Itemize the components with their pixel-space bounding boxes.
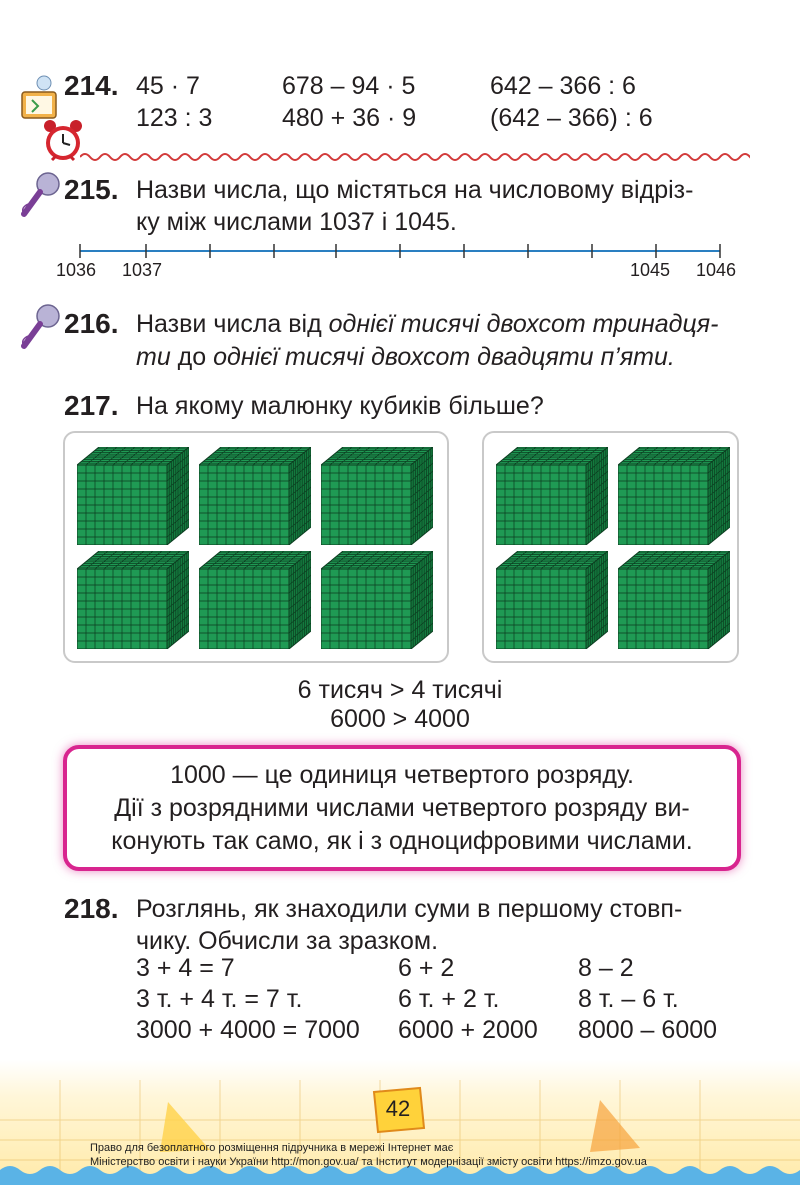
thousand-cube bbox=[321, 447, 433, 545]
exercise-number: 214. bbox=[64, 70, 119, 101]
exercise-number: 216. bbox=[64, 308, 119, 339]
book-icon bbox=[18, 74, 62, 124]
thousand-cube bbox=[199, 447, 311, 545]
right-cube-panel bbox=[482, 431, 739, 663]
rule-box bbox=[63, 745, 741, 871]
rule-line: конують так само, як і з одноцифровими числами. bbox=[111, 827, 693, 855]
thousand-cube bbox=[199, 551, 311, 649]
number-line bbox=[70, 238, 730, 262]
task-text: Розглянь, як знаходили суми в першому стовп- bbox=[136, 895, 683, 923]
example-expression: 6 + 2 bbox=[398, 954, 455, 982]
copyright-line: Міністерство освіти і науки України http://mon.gov.ua/ та Інститут модернізації змісту освіти https://imzo.gov.ua bbox=[90, 1156, 647, 1168]
copyright-line: Право для безоплатного розміщення підручника в мережі Інтернет має bbox=[90, 1142, 454, 1154]
rule-line: 1000 — це одиниця четвертого розряду. bbox=[170, 761, 634, 789]
page-number: 42 bbox=[385, 1096, 411, 1121]
task-text-part: до bbox=[170, 343, 214, 371]
task-text: чику. Обчисли за зразком. bbox=[136, 927, 439, 955]
task-text-italic: однієї тисячі двохсот тринадця- bbox=[328, 310, 719, 338]
tick-label: 1045 bbox=[630, 260, 671, 280]
example-expression: 6000 + 2000 bbox=[398, 1016, 538, 1044]
comparison-numbers: 6000 > 4000 bbox=[330, 705, 470, 733]
thousand-cube bbox=[618, 551, 730, 649]
example-expression: 6 т. + 2 т. bbox=[398, 985, 500, 1013]
exercise-number: 218. bbox=[64, 893, 119, 924]
example-expression: 8 т. – 6 т. bbox=[578, 985, 679, 1013]
left-cube-panel bbox=[63, 431, 449, 663]
expression: 642 – 366 : 6 bbox=[490, 72, 636, 100]
expression: (642 – 366) : 6 bbox=[490, 104, 653, 132]
task-text: ку між числами 1037 і 1045. bbox=[136, 208, 457, 236]
expression: 45 · 7 bbox=[136, 72, 200, 100]
example-expression: 3 т. + 4 т. = 7 т. bbox=[136, 985, 303, 1013]
task-text bbox=[136, 307, 718, 341]
page-footer bbox=[0, 1060, 800, 1185]
exercise-number: 215. bbox=[64, 174, 119, 205]
example-expression: 8000 – 6000 bbox=[578, 1016, 718, 1044]
tick-label: 1036 bbox=[56, 260, 97, 280]
thousand-cube bbox=[496, 447, 608, 545]
thousand-cube bbox=[77, 551, 189, 649]
wavy-divider bbox=[80, 150, 750, 164]
microphone-icon bbox=[18, 170, 64, 218]
exercise-number: 217. bbox=[64, 390, 119, 421]
comparison-words: 6 тисяч > 4 тисячі bbox=[297, 676, 503, 704]
task-text-italic: ти bbox=[136, 343, 171, 371]
task-text-part: Назви числа від bbox=[136, 310, 329, 338]
expression: 123 : 3 bbox=[136, 104, 213, 132]
thousand-cube bbox=[321, 551, 433, 649]
tick-label: 1037 bbox=[122, 260, 163, 280]
expression: 678 – 94 · 5 bbox=[282, 72, 416, 100]
expression: 480 + 36 · 9 bbox=[282, 104, 417, 132]
thousand-cube bbox=[77, 447, 189, 545]
example-expression: 3000 + 4000 = 7000 bbox=[136, 1016, 360, 1044]
microphone-icon bbox=[18, 302, 64, 350]
thousand-cube bbox=[496, 551, 608, 649]
task-text bbox=[136, 340, 675, 374]
task-text: Назви числа, що містяться на числовому відріз- bbox=[136, 176, 694, 204]
tick-label: 1046 bbox=[696, 260, 737, 280]
task-text: На якому малюнку кубиків більше? bbox=[136, 392, 544, 420]
example-expression: 3 + 4 = 7 bbox=[136, 954, 235, 982]
example-expression: 8 – 2 bbox=[578, 954, 634, 982]
rule-line: Дії з розрядними числами четвертого розряду ви- bbox=[114, 794, 690, 822]
task-text-italic: однієї тисячі двохсот двадцяти п’яти. bbox=[213, 343, 675, 371]
thousand-cube bbox=[618, 447, 730, 545]
page-number-badge bbox=[370, 1086, 426, 1134]
